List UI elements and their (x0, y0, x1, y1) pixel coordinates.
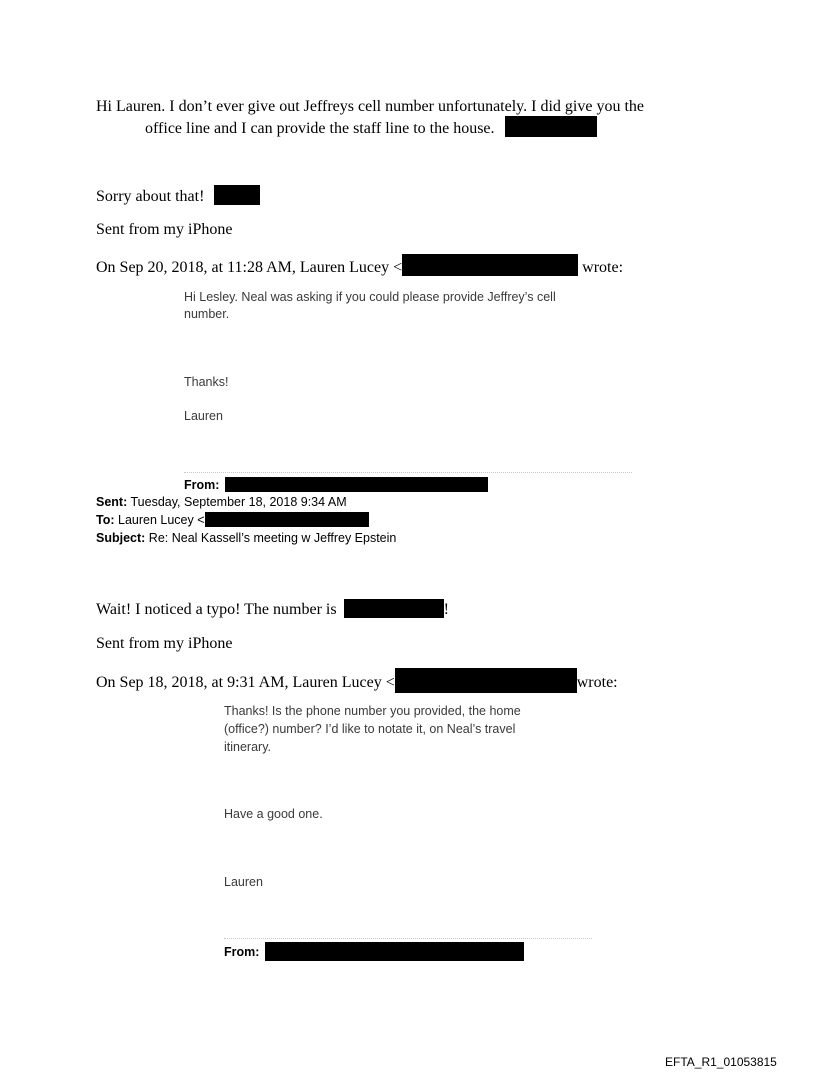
redaction-block (265, 942, 524, 961)
reply2-wait-row (96, 599, 449, 619)
reply2-on-line (96, 668, 618, 693)
quote2-from-row (224, 942, 524, 961)
reply1-line1: Hi Lauren. I don’t ever give out Jeffreys cell number unfortunately. I did give you the (96, 98, 644, 115)
quote1-signature: Lauren (184, 409, 223, 423)
reply2-sent-from: Sent from my iPhone (96, 635, 233, 652)
header-to-row (96, 511, 369, 529)
header-sent-row (96, 493, 347, 511)
quote1-line1: Hi Lesley. Neal was asking if you could please provide Jeffrey’s cell (184, 290, 556, 304)
reply1-on-line (96, 254, 623, 277)
header-subject-row (96, 529, 396, 547)
reply1-line2-row (145, 116, 597, 138)
reply1-sorry: Sorry about that! (96, 188, 205, 205)
reply1-sent-from: Sent from my iPhone (96, 221, 233, 238)
header-sent-label: Sent: (96, 495, 128, 509)
separator-rule (224, 938, 592, 939)
redaction-block (344, 599, 444, 618)
redaction-block (205, 512, 369, 527)
header-to-value: Lauren Lucey < (118, 513, 205, 527)
quote2-signature: Lauren (224, 875, 263, 889)
reply1-on-suffix: wrote: (582, 259, 624, 276)
quote1-from-label: From: (184, 478, 220, 492)
redaction-block (505, 116, 597, 137)
document-id: EFTA_R1_01053815 (665, 1055, 777, 1069)
reply1-sorry-row (96, 185, 260, 206)
reply1-line2: office line and I can provide the staff line to the house. (145, 120, 495, 137)
reply2-wait: Wait! I noticed a typo! The number is (96, 601, 337, 618)
quote2-good-one: Have a good one. (224, 807, 323, 821)
quote1-from-row (184, 476, 488, 494)
header-to-label: To: (96, 513, 115, 527)
redaction-block (214, 185, 260, 205)
quote2-from-label: From: (224, 945, 260, 959)
separator-rule (184, 472, 632, 473)
reply2-on-suffix: wrote: (576, 674, 618, 691)
quote2-line2: (office?) number? I’d like to notate it, on Neal’s travel (224, 722, 516, 736)
header-subject-value: Re: Neal Kassell’s meeting w Jeffrey Epstein (148, 531, 397, 545)
quote1-line2: number. (184, 307, 230, 321)
header-sent-value: Tuesday, September 18, 2018 9:34 AM (130, 495, 347, 509)
reply2-on-prefix: On Sep 18, 2018, at 9:31 AM, Lauren Lucey < (96, 674, 395, 691)
quote2-line1: Thanks! Is the phone number you provided, the home (224, 704, 521, 718)
reply1-on-prefix: On Sep 20, 2018, at 11:28 AM, Lauren Lucey < (96, 259, 403, 276)
quote1-thanks: Thanks! (184, 375, 229, 389)
reply2-exclaim: ! (443, 601, 449, 618)
quote2-line3: itinerary. (224, 740, 272, 754)
redaction-block (402, 254, 578, 276)
redaction-block (395, 668, 577, 693)
header-subject-label: Subject: (96, 531, 146, 545)
redaction-block (225, 477, 488, 492)
